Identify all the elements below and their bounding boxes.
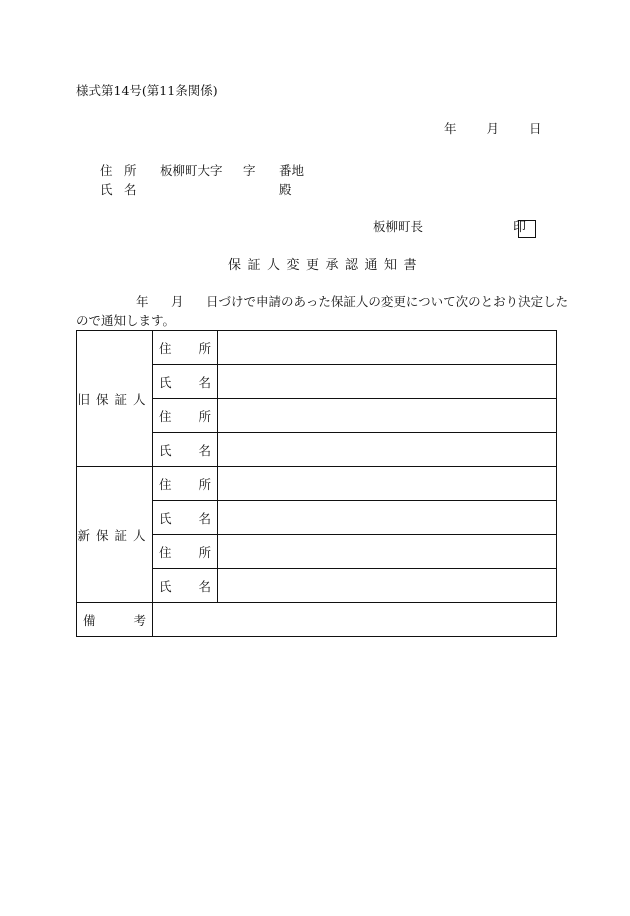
addressee-aza: 字: [243, 163, 256, 178]
body-line1: 日づけで申請のあった保証人の変更について次のとおり決定した: [206, 294, 569, 309]
date-day: 日: [528, 121, 542, 136]
guarantor-table: [76, 330, 557, 637]
old-name-1-field[interactable]: [218, 365, 557, 399]
old-name-1-label: 氏 名: [159, 374, 211, 390]
date-month: 月: [486, 121, 499, 136]
remarks-field[interactable]: [153, 603, 557, 637]
addressee-address-value: 板柳町大字: [160, 163, 223, 178]
new-address-2-label: 住 所: [159, 544, 211, 560]
issuer-title: 板柳町長: [373, 219, 424, 234]
new-name-1-field[interactable]: [218, 501, 557, 535]
form-number: 様式第14号(第11条関係): [76, 83, 218, 98]
date-year: 年: [444, 121, 457, 136]
table-row: [77, 331, 557, 365]
new-address-1-field[interactable]: [218, 467, 557, 501]
old-name-2-label: 氏 名: [159, 442, 211, 458]
old-address-2-label: 住 所: [159, 408, 211, 424]
addressee-banchi: 番地: [279, 163, 305, 178]
old-name-2-field[interactable]: [218, 433, 557, 467]
new-address-2-field[interactable]: [218, 535, 557, 569]
new-name-2-field[interactable]: [218, 569, 557, 603]
table-row: [77, 603, 557, 637]
new-address-1-label: 住 所: [159, 476, 211, 492]
remarks-label: 備 考: [83, 612, 146, 628]
old-address-1-field[interactable]: [218, 331, 557, 365]
old-address-2-field[interactable]: [218, 399, 557, 433]
addressee-name-label-2: 名: [124, 182, 137, 197]
document-title: 保証人変更承認通知書: [228, 258, 424, 273]
new-name-1-label: 氏 名: [159, 510, 211, 526]
table-row: [77, 467, 557, 501]
date-line: [444, 123, 541, 136]
old-address-1-label: 住 所: [159, 340, 211, 356]
old-guarantor-label: 旧保証人: [77, 331, 153, 467]
new-name-2-label: 氏 名: [159, 578, 211, 594]
addressee-honorific: 殿: [279, 182, 292, 197]
body-line2: ので通知します。: [76, 313, 176, 328]
addressee-name-label-1: 氏: [100, 182, 113, 197]
addressee-address-label-1: 住: [100, 163, 113, 178]
body-month: 月: [171, 294, 184, 309]
addressee-address-label-2: 所: [124, 163, 137, 178]
body-year: 年: [136, 294, 149, 309]
new-guarantor-label: 新保証人: [77, 467, 153, 603]
seal-mark: 印: [513, 220, 527, 235]
